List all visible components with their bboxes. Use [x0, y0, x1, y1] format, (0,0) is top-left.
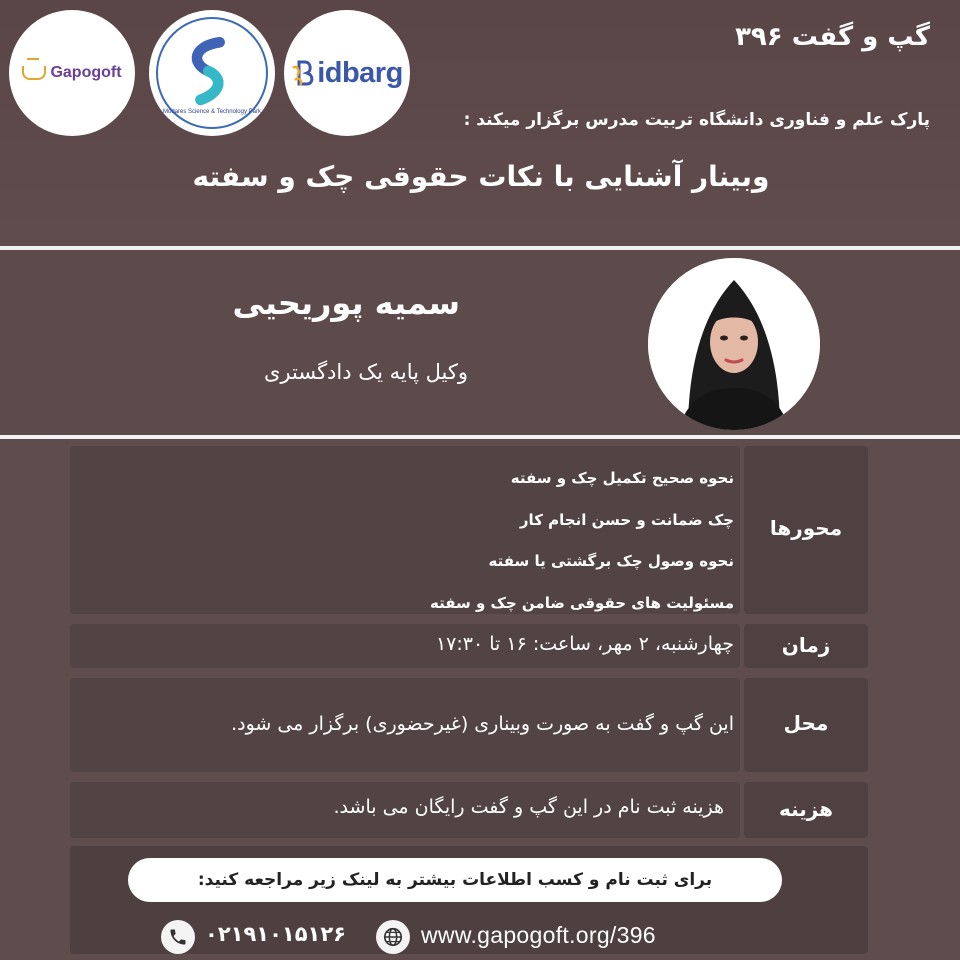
topics-label-panel — [744, 446, 868, 614]
gapogoft-logo — [9, 10, 135, 136]
registration-cta: برای ثبت نام و کسب اطلاعات بیشتر به لینک زیر مراجعه کنید: — [128, 858, 782, 902]
bidbarg-logo-text: idbarg — [317, 56, 403, 89]
park-emblem-icon — [164, 25, 260, 121]
series-title: گپ و گفت ۳۹۶ — [735, 22, 930, 52]
website-link[interactable]: www.gapogoft.org/396 — [421, 922, 656, 948]
coffee-cup-icon — [22, 66, 46, 80]
webinar-title — [0, 160, 960, 193]
topic-item: نحوه صحیح تکمیل چک و سفته — [510, 469, 734, 487]
park-caption: Modares Science & Technology Park — [163, 109, 261, 115]
cost-label: هزینه — [778, 797, 834, 821]
location-value: این گپ و گفت به صورت وبیناری (غیرحضوری) برگزار می شود. — [231, 713, 734, 735]
divider-bottom — [0, 435, 960, 439]
cost-value: هزینه ثبت نام در این گپ و گفت رایگان می باشد. — [333, 796, 724, 818]
time-value: چهارشنبه، ۲ مهر، ساعت: ۱۶ تا ۱۷:۳۰ — [435, 633, 734, 655]
gapogoft-logo-text: Gapogoft — [50, 64, 122, 81]
modares-park-logo — [149, 10, 275, 136]
webinar-title-text: وبینار آشنایی با نکات حقوقی چک و سفته — [192, 160, 770, 193]
topic-item: نحوه وصول چک برگشتی یا سفته — [488, 552, 734, 570]
speaker-photo — [648, 258, 820, 430]
divider-top — [0, 246, 960, 250]
time-label-panel — [744, 624, 868, 668]
topics-list — [430, 458, 734, 624]
phone-icon[interactable] — [161, 920, 195, 954]
phone-number[interactable]: ۰۲۱۹۱۰۱۵۱۲۶ — [205, 922, 346, 946]
bidbarg-b-icon — [291, 58, 317, 88]
location-label-panel — [744, 678, 868, 772]
bidbarg-logo — [284, 10, 410, 136]
organizer-intro: پارک علم و فناوری دانشگاه تربیت مدرس برگزار میکند : — [463, 110, 930, 130]
location-label: محل — [783, 711, 829, 735]
time-label: زمان — [781, 633, 831, 657]
cost-label-panel — [744, 782, 868, 838]
speaker-name: سمیه پوریحیی — [232, 284, 460, 322]
topics-label: محورها — [769, 516, 843, 540]
topic-item: مسئولیت های حقوقی ضامن چک و سفته — [429, 593, 734, 612]
globe-icon[interactable] — [376, 920, 410, 954]
topic-item: چک ضمانت و حسن انجام کار — [519, 510, 734, 529]
speaker-role: وکیل پایه یک دادگستری — [263, 360, 468, 384]
